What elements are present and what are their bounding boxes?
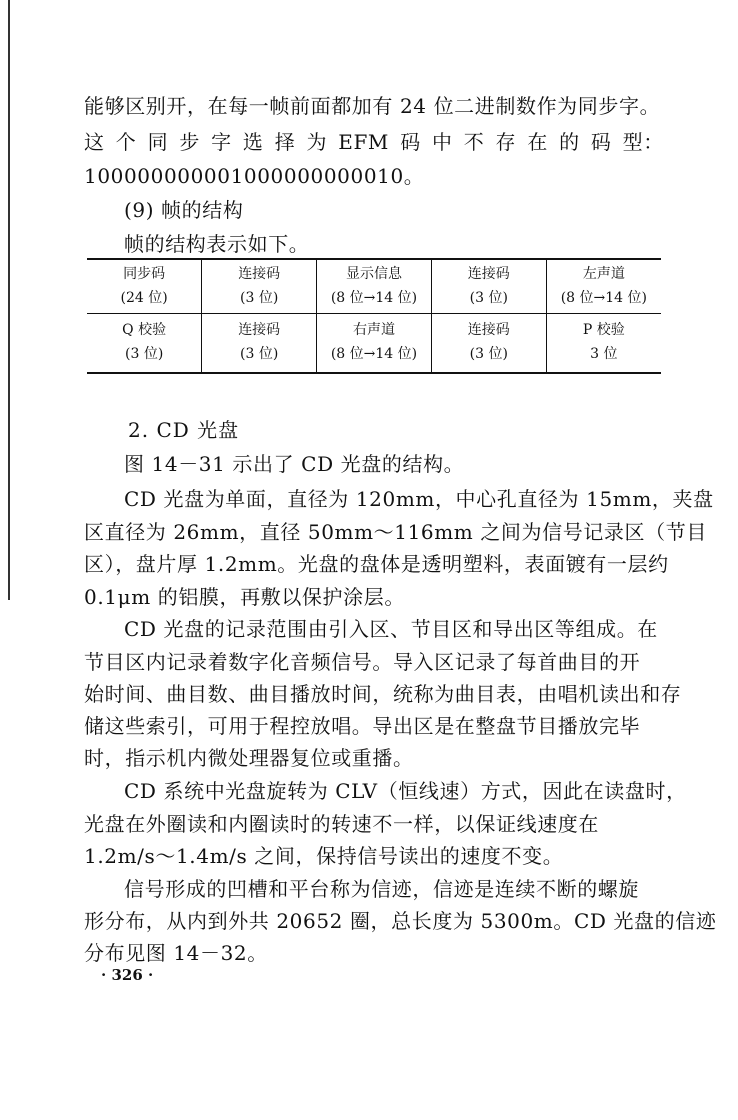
word: 码 xyxy=(590,130,612,154)
intro-line-2 xyxy=(84,128,664,156)
table-cell: (8 位→14 位) xyxy=(317,286,432,314)
table-cell: 左声道 xyxy=(546,259,661,286)
table-cell: 连接码 xyxy=(431,314,546,343)
word: 存 xyxy=(495,130,517,154)
paragraph-line: CD 光盘的记录范围由引入区、节目区和导出区等组成。在 xyxy=(124,617,658,641)
word: 步 xyxy=(179,130,200,154)
scan-edge-line xyxy=(8,0,10,600)
page-number: · 326 · xyxy=(101,966,154,984)
section-2-title: 2. CD 光盘 xyxy=(128,418,240,442)
paragraph-line: 图 14－31 示出了 CD 光盘的结构。 xyxy=(124,452,465,476)
paragraph-line: 节目区内记录着数字化音频信号。导入区记录了每首曲目的开 xyxy=(84,650,641,674)
table-cell: 显示信息 xyxy=(317,259,432,286)
paragraph-line: 始时间、曲目数、曲目播放时间，统称为曲目表，由唱机读出和存 xyxy=(84,682,682,706)
word: 这 xyxy=(84,130,105,154)
table-row xyxy=(87,314,661,343)
table-cell: (3 位) xyxy=(202,286,317,314)
table-row xyxy=(87,286,661,314)
paragraph-line: CD 光盘为单面，直径为 120mm，中心孔直径为 15mm，夹盘 xyxy=(124,487,714,511)
table-cell: P 校验 xyxy=(546,314,661,343)
table-cell: (24 位) xyxy=(87,286,202,314)
paragraph-line: 1.2m/s～1.4m/s 之间，保持信号读出的速度不变。 xyxy=(84,844,564,868)
table-cell: 连接码 xyxy=(431,259,546,286)
word: 个 xyxy=(115,130,137,154)
table-cell: (3 位) xyxy=(431,286,546,314)
table-caption: 帧的结构表示如下。 xyxy=(124,232,310,256)
table-cell: 右声道 xyxy=(317,314,432,343)
section-9-heading: (9) 帧的结构 xyxy=(124,198,244,222)
word: 不 xyxy=(463,130,485,154)
word: EFM xyxy=(338,130,390,154)
paragraph-line: 区），盘片厚 1.2mm。光盘的盘体是透明塑料，表面镀有一层约 xyxy=(84,552,669,576)
word: 在 xyxy=(527,130,548,154)
paragraph-line: 光盘在外圈读和内圈读时的转速不一样，以保证线速度在 xyxy=(84,812,599,836)
intro-line-3: 100000000001000000000010。 xyxy=(84,164,425,188)
table-cell: (3 位) xyxy=(87,342,202,373)
word: 选 xyxy=(242,130,264,154)
table-cell: (8 位→14 位) xyxy=(546,286,661,314)
word: 的 xyxy=(559,130,580,154)
word: 为 xyxy=(306,130,328,154)
word: 码 xyxy=(400,130,421,154)
table-cell: Q 校验 xyxy=(122,322,167,338)
table-cell: 3 位 xyxy=(546,342,661,373)
table-cell: 连接码 xyxy=(202,259,317,286)
word: 型： xyxy=(622,130,664,154)
paragraph-line: CD 系统中光盘旋转为 CLV（恒线速）方式，因此在读盘时， xyxy=(124,779,687,803)
table-cell: 同步码 xyxy=(87,259,202,286)
paragraph-line: 区直径为 26mm，直径 50mm～116mm 之间为信号记录区（节目 xyxy=(84,520,707,544)
table-cell: 连接码 xyxy=(202,314,317,343)
paragraph-line: 形分布，从内到外共 20652 圈，总长度为 5300m。CD 光盘的信迹 xyxy=(84,909,717,933)
word: 字 xyxy=(211,130,232,154)
word: 中 xyxy=(431,130,453,154)
intro-line-1: 能够区别开，在每一帧前面都加有 24 位二进制数作为同步字。 xyxy=(84,94,661,118)
table-cell: (3 位) xyxy=(431,342,546,373)
frame-structure-table xyxy=(87,258,661,374)
table-cell: (3 位) xyxy=(202,342,317,373)
paragraph-line: 信号形成的凹槽和平台称为信迹，信迹是连续不断的螺旋 xyxy=(124,877,639,901)
paragraph-line: 时，指示机内微处理器复位或重播。 xyxy=(84,746,414,770)
table-row xyxy=(87,259,661,286)
paragraph-line: 分布见图 14－32。 xyxy=(84,941,268,965)
table-cell: (8 位→14 位) xyxy=(317,342,432,373)
word: 择 xyxy=(274,130,296,154)
table-row xyxy=(87,342,661,373)
paragraph-line: 储这些索引，可用于程控放唱。导出区是在整盘节目播放完毕 xyxy=(84,714,641,738)
paragraph-line: 0.1μm 的铝膜，再敷以保护涂层。 xyxy=(84,585,405,609)
word: 同 xyxy=(147,130,169,154)
